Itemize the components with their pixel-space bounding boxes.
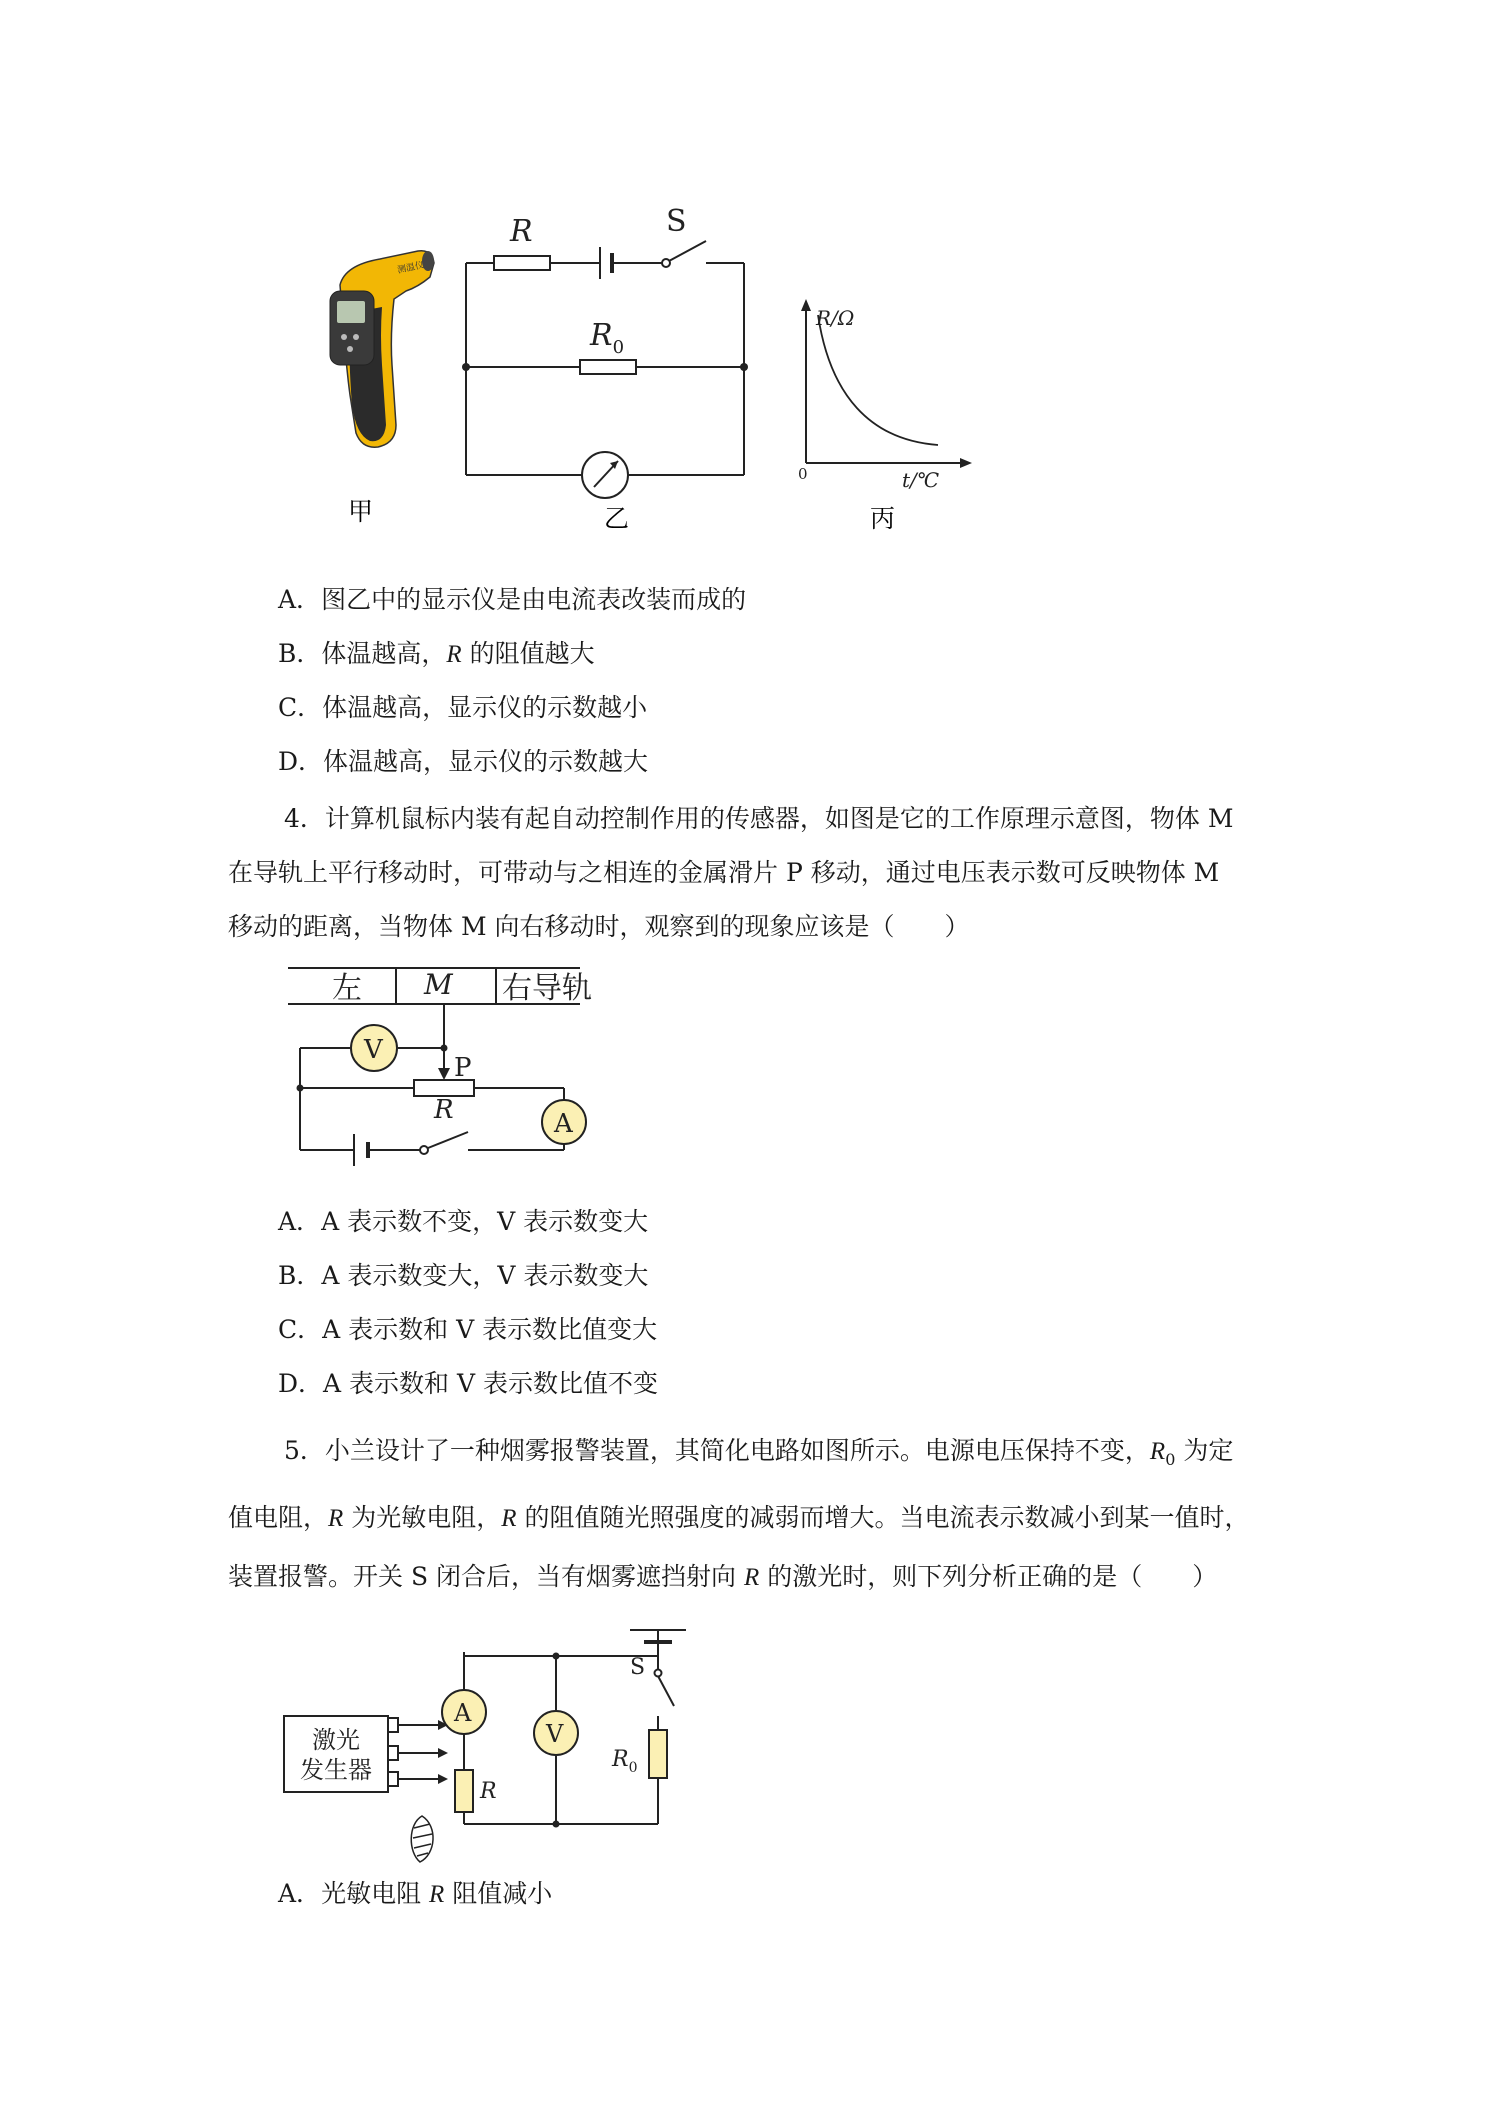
ammeter-label: A <box>454 1699 472 1727</box>
smoke-icon <box>411 1816 433 1862</box>
resistor-R0 <box>649 1730 667 1778</box>
q5-stem <box>228 1422 1268 1607</box>
text: 为光敏电阻， <box>343 1503 502 1532</box>
figure-q4 <box>280 960 620 1190</box>
q4-option-d <box>278 1368 658 1400</box>
laser-arrow-3 <box>438 1774 448 1784</box>
q4-option-c <box>278 1314 657 1346</box>
junction-top <box>553 1653 560 1660</box>
option-text: 阻值减小 <box>444 1879 553 1908</box>
variable-R: R <box>743 1564 760 1591</box>
figure-q5 <box>280 1600 700 1870</box>
q3-option-b <box>278 638 595 671</box>
ammeter-label: A <box>554 1109 573 1139</box>
text: 的激光时，则下列分析正确的是（ ） <box>759 1562 1218 1591</box>
option-text: 图乙中的显示仪是由电流表改装而成的 <box>321 585 747 614</box>
text: 5．小兰设计了一种烟雾报警装置，其简化电路如图所示。电源电压保持不变， <box>284 1436 1150 1465</box>
q5-line-2 <box>228 1489 1268 1548</box>
option-letter: D． <box>278 747 324 776</box>
caption-jia: 甲 <box>348 497 374 526</box>
switch-pivot <box>420 1146 428 1154</box>
laser-label-2: 发生器 <box>300 1756 372 1784</box>
thermometer-label: 测温仪 <box>396 260 426 276</box>
q4-option-a <box>278 1206 648 1238</box>
label-S: S <box>666 204 687 239</box>
junction-left <box>297 1085 304 1092</box>
graph-bing <box>806 307 964 463</box>
photoresistor-label: R <box>480 1779 497 1804</box>
graph-x-label: t/℃ <box>902 468 940 492</box>
junction-bottom <box>553 1821 560 1828</box>
q3-option-a <box>278 584 746 616</box>
thermometer-image <box>330 251 434 447</box>
text: 装置报警。开关 S 闭合后，当有烟雾遮挡射向 <box>228 1562 744 1591</box>
option-text: A 表示数不变，V 表示数变大 <box>321 1207 649 1236</box>
laser-arrow-2 <box>438 1748 448 1758</box>
q3-option-d <box>278 746 648 778</box>
option-letter: A． <box>278 585 322 614</box>
q3-option-c <box>278 692 647 724</box>
option-text: 体温越高， <box>321 639 447 668</box>
q4-stem <box>228 792 1268 954</box>
slider-arrow <box>438 1068 450 1080</box>
text: 值电阻， <box>228 1503 329 1532</box>
text: 为定 <box>1175 1436 1234 1465</box>
voltmeter-label: V <box>546 1720 564 1748</box>
q4-line-2: 在导轨上平行移动时，可带动与之相连的金属滑片 P 移动，通过电压表示数可反映物体 M <box>228 858 1220 887</box>
q5-line-1 <box>228 1422 1268 1489</box>
x-axis-arrow <box>960 458 972 468</box>
graph-y-label: R/Ω <box>816 306 855 330</box>
q5-option-a <box>278 1878 552 1911</box>
variable-R: R <box>501 1505 517 1532</box>
option-letter: B． <box>278 639 322 668</box>
rail-left-label: 左 <box>332 971 362 1006</box>
caption-yi: 乙 <box>604 504 630 533</box>
slider-P-label: P <box>454 1053 472 1083</box>
graph-origin: 0 <box>798 465 808 483</box>
option-text: A 表示数和 V 表示数比值不变 <box>323 1369 658 1398</box>
option-letter: C． <box>278 693 323 722</box>
laser-label-1: 激光 <box>312 1726 360 1754</box>
q4-option-b <box>278 1260 648 1292</box>
switch-label: S <box>630 1655 646 1680</box>
q4-line-3: 移动的距离，当物体 M 向右移动时，观察到的现象应该是（ ） <box>228 912 970 941</box>
caption-bing: 丙 <box>870 504 896 533</box>
variable-R: R <box>446 641 462 668</box>
junction-left <box>462 363 470 371</box>
option-text: 体温越高，显示仪的示数越大 <box>323 747 649 776</box>
option-letter: D． <box>278 1369 324 1398</box>
q5-line-3 <box>228 1548 1268 1607</box>
label-R: R <box>510 214 533 249</box>
voltmeter-label: V <box>364 1035 383 1065</box>
q4-line-1: 4．计算机鼠标内装有起自动控制作用的传感器，如图是它的工作原理示意图，物体 M <box>284 804 1234 833</box>
rail-M-label: M <box>424 968 453 1001</box>
resistor-R0-label: $R_0$ <box>612 1747 638 1776</box>
option-text: 体温越高，显示仪的示数越小 <box>322 693 648 722</box>
option-letter: C． <box>278 1315 323 1344</box>
option-letter: A． <box>278 1879 322 1908</box>
text: 的阻值随光照强度的减弱而增大。当电流表示数减小到某一值时， <box>516 1503 1250 1532</box>
variable-R: R <box>429 1881 445 1908</box>
option-letter: A． <box>278 1207 322 1236</box>
option-text: A 表示数变大，V 表示数变大 <box>321 1261 649 1290</box>
switch-top-pivot <box>655 1670 662 1677</box>
rail-right-label: 右导轨 <box>502 971 592 1006</box>
photoresistor-R <box>455 1770 473 1812</box>
option-text: 的阻值越大 <box>461 639 595 668</box>
variable-R0: R <box>1149 1438 1166 1465</box>
resistor-R-label: R <box>434 1095 454 1125</box>
slider-joint <box>441 1045 448 1052</box>
variable-R: R <box>328 1505 344 1532</box>
junction-right <box>740 363 748 371</box>
option-text: A 表示数和 V 表示数比值变大 <box>322 1315 658 1344</box>
option-text: 光敏电阻 <box>321 1879 430 1908</box>
option-letter: B． <box>278 1261 322 1290</box>
y-axis-arrow <box>801 299 811 311</box>
label-R0: $R_0$ <box>590 318 625 358</box>
figure-q3 <box>310 195 990 545</box>
circuit-yi <box>466 241 744 498</box>
subscript-0: 0 <box>1165 1450 1176 1469</box>
